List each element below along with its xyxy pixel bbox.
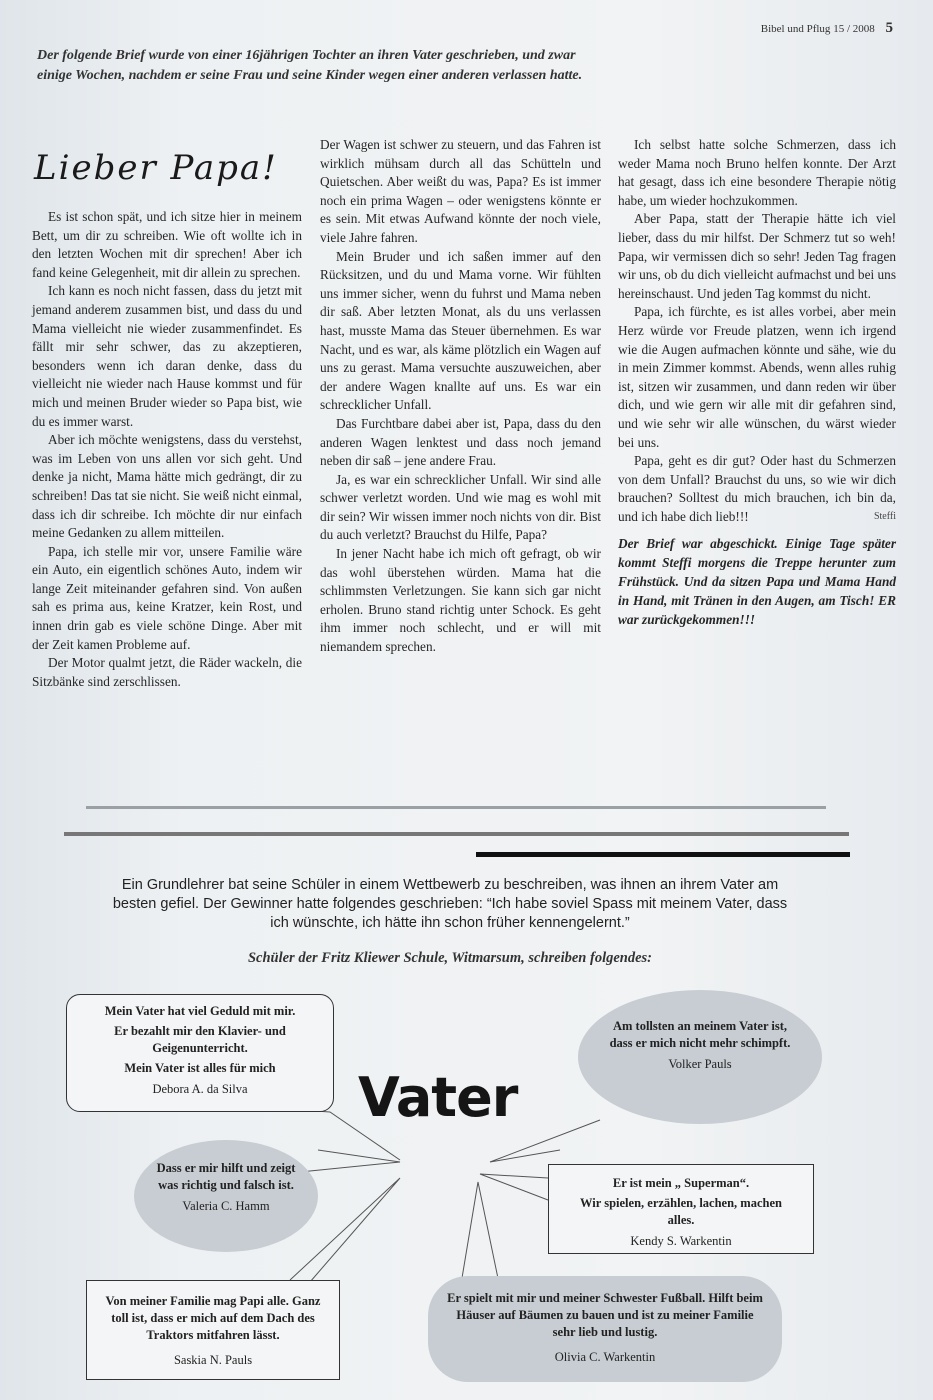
paragraph-text: Papa, geht es dir gut? Oder hast du Schmerzen von dem Unfall? Brauchst du uns, so wie wir dich brauchen? Solltest du mich brauchen, ich bin da, und ich habe dich lieb!!!	[618, 453, 896, 524]
paragraph: Mein Bruder und ich saßen immer auf den Rücksitzen, und du und Mama vorne. Wir fühlten uns immer sicher, wenn du fuhrst und Mama neben dir saß. Aber letzten Monat, als du uns verlassen hast, musste Mama das Steuer übernehmen. Es war Nacht, und es war, als käme plötzlich ein Wagen auf uns zu gerast. Mama versuchte auszuweichen, aber der andere Wagen knallte auf uns. Es war ein schrecklicher Unfall.	[320, 248, 601, 413]
paragraph: Das Furchtbare dabei aber ist, Papa, dass du den anderen Wagen lenktest und dass noch jemand neben dir saß – jene andere Frau.	[320, 415, 601, 469]
letter-outro: Der Brief war abgeschickt. Einige Tage später kommt Steffi morgens die Treppe herunter zum Frühstück. Und da sitzen Papa und Mama Hand in Hand, mit Tränen in den Augen, am Tisch! ER war zurückgekommen!!!	[618, 536, 896, 628]
paragraph: Der Motor qualmt jetzt, die Räder wackeln, die Sitzbänke sind zerschlissen.	[32, 655, 302, 689]
student-name: Saskia N. Pauls	[173, 1353, 253, 1367]
quote-bubble-saskia	[86, 1280, 340, 1380]
connector-line	[480, 1174, 548, 1200]
page-number: 5	[885, 20, 893, 36]
paragraph: Papa, ich stelle mir vor, unsere Familie wäre ein Auto, ein eigentlich schönes Auto, indem wir lange Zeit miteinander gefahren sind. Von außen sah es prima aus, keine Kratzer, kein Rost, und innen drin gab es viele schöne Dinge. Aber mit der Zeit kamen Probleme auf.	[32, 543, 302, 652]
student-name: Valeria C. Hamm	[182, 1199, 270, 1213]
quote-text: Dass er mir hilft und zeigt was richtig und falsch ist.	[156, 1161, 296, 1192]
signature: Steffi	[873, 510, 896, 522]
issue-number: 15 / 2008	[833, 23, 875, 35]
student-name: Debora A. da Silva	[152, 1082, 248, 1096]
paragraph: Es ist schon spät, und ich sitze hier in meinem Bett, um dir zu schreiben. Wie oft wollte ich in den letzten Wochen mit dir sprechen! Aber ich fand keine Gelegenheit, mit dir allein zu sprechen.	[32, 209, 302, 280]
paragraph: Papa, ich fürchte, es ist alles vorbei, aber mein Herz würde vor Freude platzen, wenn ich irgend wie die Augen aufmachen könnte und sähe, wie du in mein Zimmer kommst. Abends, wenn alles ruhig ist, sitzen wir zusammen, und dann reden wir über dich, und wie gern wir alle mit dir gefahren sind, und wie sehr wir alle wünschen, du wärst wieder bei uns.	[618, 304, 896, 450]
letter-title: Lieber Papa!	[34, 148, 278, 188]
quote-text: Am tollsten an meinem Vater ist, dass er mich nicht mehr schimpft.	[609, 1019, 791, 1050]
quote-bubble-debora	[66, 994, 334, 1112]
quote-line: Wir spielen, erzählen, lachen, machen alles.	[580, 1196, 782, 1227]
quote-line: Mein Vater ist alles für mich	[124, 1061, 276, 1075]
quote-line: Er bezahlt mir den Klavier- und Geigenunterricht.	[114, 1024, 286, 1055]
paragraph: Aber ich möchte wenigstens, dass du verstehst, was im Leben von uns allen vor sich geht. Und denke ja nicht, Mama hätte mich gedrängt, dir zu schreiben! Das tat sie nicht. Sie weiß nicht einmal, dass ich dir schreibe. Ich möchte dir nur einfach meine Gedanken zu allem mitteilen.	[32, 432, 302, 541]
publication-name: Bibel und Pflug	[760, 23, 831, 35]
student-name: Volker Pauls	[668, 1057, 732, 1071]
quote-bubble-volker	[578, 990, 822, 1124]
quote-text: Von meiner Familie mag Papi alle. Ganz toll ist, dass er mich auf dem Dach des Traktors mitfahren lässt.	[105, 1294, 321, 1342]
quote-line: Er ist mein „ Superman“.	[612, 1176, 750, 1190]
paragraph: Ja, es war ein schrecklicher Unfall. Wir sind alle schwer verletzt worden. Und wie mag es wohl mit dir sein? Wir wissen immer noch nichts von dir. Bist du auch verletzt? Brauchst du Hilfe, Papa?	[320, 471, 601, 543]
paragraph: In jener Nacht habe ich mich oft gefragt, ob wir das wohl überstehen würden. Mama hat die schlimmsten Verletzungen. Sie kann sich gar nicht erholen. Bruno stand richtig unter Schock. Es geht ihm immer noch schlecht, und er will mit niemandem sprechen.	[320, 546, 601, 655]
contest-text: Ein Grundlehrer bat seine Schüler in einem Wettbewerb zu beschreiben, was ihnen an ihrem Vater am besten gefiel. Der Gewinner hatte folgendes geschrieben: “Ich habe soviel Spass mit meinem Vater, dass ich wünschte, ich hätte ihn schon früher kennengelernt.”	[112, 877, 788, 931]
paragraph: Aber Papa, statt der Therapie hätte ich viel lieber, dass du mir hilfst. Der Schmerz tut so weh! Papa, wir vermissen dich so sehr! Jeden Tag fragen wir uns, ob du dich vielleicht aufmachst und bei uns hereinschaust. Und jeden Tag kommst du nicht.	[618, 211, 896, 301]
paragraph: Ich selbst hatte solche Schmerzen, dass ich weder Mama noch Bruno helfen konnte. Der Arzt hat gesagt, dass ich eine besondere Therapie nötig habe, um wieder hochzukommen.	[618, 137, 896, 208]
quote-bubble-kendy	[548, 1164, 814, 1254]
contest-subhead: Schüler der Fritz Kliewer Schule, Witmarsum, schreiben folgendes:	[247, 950, 653, 966]
quote-bubble-valeria	[134, 1140, 318, 1252]
quote-line: Mein Vater hat viel Geduld mit mir.	[104, 1004, 296, 1018]
paragraph: Ich kann es noch nicht fassen, dass du jetzt mit jemand anderem zusammen bist, und dass du und Mama vielleicht nie wieder zusammenfindet. Es fällt mir sehr schwer, das zu akzeptieren, besonders wenn ich daran denke, dass du vielleicht nie wieder nach Hause kommst und für mich und meinen Bruder wieder so Papa bist, wie du es immer warst.	[32, 283, 302, 429]
center-title: Vater	[358, 1066, 518, 1129]
quote-text: Er spielt mit mir und meiner Schwester Fußball. Hilft beim Häuser auf Bäumen zu bauen und ist zu meiner Familie sehr lieb und lustig.	[447, 1291, 763, 1339]
student-name: Kendy S. Warkentin	[630, 1234, 732, 1248]
letter-intro: Der folgende Brief wurde von einer 16jährigen Tochter an ihren Vater geschrieben, und zwar einige Wochen, nachdem er seine Frau und seine Kinder wegen einer anderen verlassen hatte.	[37, 48, 583, 83]
paragraph: Der Wagen ist schwer zu steuern, und das Fahren ist wirklich mühsam durch all das Schütteln und Quietschen. Aber weißt du was, Papa? Es ist immer noch ein prima Wagen – oder wenigstens könnte er es sein. Mit etwas Aufwand könnte der noch viele, viele Jahre fahren.	[320, 137, 601, 245]
student-name: Olivia C. Warkentin	[554, 1350, 656, 1364]
connector-line	[460, 1182, 500, 1290]
quote-bubble-olivia	[428, 1276, 782, 1382]
